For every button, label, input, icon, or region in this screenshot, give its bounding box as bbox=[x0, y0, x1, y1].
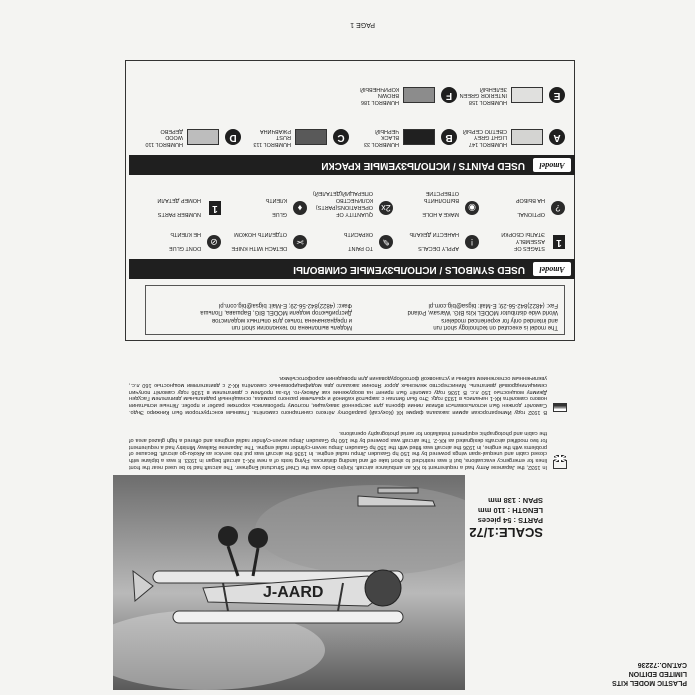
paint-swatch bbox=[511, 87, 543, 103]
symbol-label-ru: КЛЕИТЬ bbox=[265, 197, 287, 203]
symbol-item bbox=[397, 223, 479, 253]
paint-en: WOOD bbox=[165, 134, 183, 141]
paint-name: HUMBROL 147 bbox=[468, 141, 507, 147]
symbol-label-en: DONT GLUE bbox=[169, 245, 201, 251]
symbol-item bbox=[397, 189, 479, 219]
paint-en: RUST bbox=[276, 134, 291, 141]
paint-label bbox=[351, 128, 399, 148]
box-art-photo bbox=[113, 475, 465, 690]
paints-header bbox=[129, 155, 575, 175]
scale-label: SCALE:1/72 bbox=[469, 525, 543, 540]
paint-item bbox=[461, 111, 565, 149]
paint-letter-badge: D bbox=[225, 129, 241, 145]
symbol-icon: ◉ bbox=[465, 201, 479, 215]
symbol-item bbox=[139, 189, 221, 219]
brand-logo: Amodel bbox=[533, 262, 571, 276]
span-label: SPAN : 138 mm bbox=[488, 496, 543, 505]
paint-letter-badge: C bbox=[333, 129, 349, 145]
symbol-label-ru: ЭТАПЫ СБОРКИ bbox=[501, 231, 545, 237]
contact-ru-line-3: Дистрибьютор модели MODEL BIG, Варшава, Польша bbox=[200, 309, 352, 316]
symbol-label-en: STAGES OF ASSEMBLY bbox=[513, 238, 545, 251]
paint-ru: ЗЕЛЕНЫЙ bbox=[479, 86, 507, 92]
brand-logo-2: Amodel bbox=[533, 158, 571, 172]
symbol-item bbox=[311, 223, 393, 253]
paints-grid bbox=[135, 65, 565, 149]
symbol-label-en: NUMBER PARTS bbox=[157, 211, 201, 217]
paint-ru: КОРИЧНЕВЫЙ bbox=[360, 86, 399, 92]
kit-line-2: LIMITED EDITION bbox=[628, 670, 687, 677]
russian-flag-icon bbox=[553, 403, 567, 412]
paint-item bbox=[245, 111, 349, 149]
symbol-label-ru: НА ВЫБОР bbox=[515, 197, 545, 203]
kit-info bbox=[587, 660, 687, 687]
paint-letter-badge: A bbox=[549, 129, 565, 145]
paint-label bbox=[351, 86, 399, 106]
contact-ru-line-1: Модель выполнена по технологии short run bbox=[231, 324, 352, 330]
symbol-item bbox=[225, 189, 307, 219]
paint-item bbox=[353, 111, 457, 149]
symbol-item bbox=[483, 189, 565, 219]
paint-swatch bbox=[511, 129, 543, 145]
page-number: PAGE 1 bbox=[350, 21, 375, 28]
symbol-icon: ⊘ bbox=[207, 235, 221, 249]
symbol-item bbox=[225, 223, 307, 253]
symbol-icon: ? bbox=[551, 201, 565, 215]
paint-swatch bbox=[187, 129, 219, 145]
symbols-header bbox=[129, 259, 575, 279]
paint-name: HUMBROL 186 bbox=[360, 99, 399, 105]
contact-line-2: and intended only for experienced modelers bbox=[441, 316, 558, 323]
symbol-item bbox=[483, 223, 565, 253]
symbol-label-en: QUANTITY OF OPERATIONS(PARTS) bbox=[315, 204, 373, 217]
paint-en: BLACK bbox=[380, 134, 399, 141]
contact-ru-line-4: Факс: (4822)842-56-29; E-Mail: bigsa@big.com.pl bbox=[218, 301, 352, 308]
paint-name: HUMBROL 33 bbox=[364, 141, 399, 147]
paint-ru: ЧЕРНЫЙ bbox=[375, 128, 399, 134]
paint-letter-badge: B bbox=[441, 129, 457, 145]
spec-block bbox=[453, 495, 543, 540]
history-russian: В 1932 году Императорская армия заказала фирме КК (Кокусай) разработку лёгкого санитарного самолёта. Главным конструктором был Кинжиро Эндо. Самолёт должен был использоваться вблизи линии фронта для экстренной эвакуации, поэтому требовались короткие разбег и пробег. Лётные испытания нового самолёта КК-1 начались в 1933 году. Это был биплан с закрытой кабиной и крыльями разного размаха, оснащённый радиальным двигателем Гасуден Джимпу мощностью 150 л.с. В 1936 году самолёт был принят на вооружение как Айкоку-го. Из-за проблем с двигателем в 1936 году самолёт получил семицилиндровый двигатель. Министерство железных дорог Японии заказало два модифицированных самолёта КК-2 с двигателями мощностью 160 л.с., увеличенным остеклением кабины и установкой фотооборудования для проведения аэрофотосъёмки. bbox=[129, 375, 547, 415]
symbol-label-en: TO PAINT bbox=[348, 245, 373, 251]
symbols-grid bbox=[135, 183, 565, 253]
paint-label bbox=[459, 86, 507, 106]
paint-en: INTERIOR GREEN bbox=[459, 92, 507, 99]
symbol-icon: 2x bbox=[379, 201, 393, 215]
paint-letter-badge: F bbox=[441, 87, 457, 103]
length-label: LENGTH : 110 mm bbox=[477, 506, 543, 515]
paint-label bbox=[243, 128, 291, 148]
contact-line-4: Fax: (4822)842-56-29; E-Mail: bigsa@big.com.pl bbox=[428, 301, 558, 308]
paint-item bbox=[353, 69, 457, 107]
symbol-icon: 1 bbox=[209, 201, 221, 215]
symbol-label-ru: НЕ КЛЕИТЬ bbox=[170, 231, 201, 237]
paint-en: BROWN bbox=[377, 92, 399, 99]
symbol-label-ru: НОМЕР ДЕТАЛИ bbox=[157, 197, 201, 203]
symbol-label-en: OPTIONAL bbox=[517, 211, 545, 217]
symbol-label-en: MAKE A HOLE bbox=[422, 211, 459, 217]
paint-ru: ДЕРЕВО bbox=[160, 128, 183, 134]
contact-ru-line-2: и предназначена только для опытных моделистов bbox=[211, 316, 352, 323]
paint-label bbox=[459, 128, 507, 148]
kit-line-1: PLASTIC MODEL KITS bbox=[612, 679, 687, 686]
symbol-label-en: DETACH WITH KNIFE bbox=[231, 245, 287, 251]
kit-catalog-number: CAT.NO.:72236 bbox=[637, 661, 687, 668]
paint-swatch bbox=[295, 129, 327, 145]
symbol-label-ru: ОКРАСИТЬ bbox=[343, 231, 373, 237]
history-english: In 1932, the Japanese Army had a requirement to KK an ambulance aircraft. Kinjiro Endo was the Chief Structural Engineer. The aircraft had to be used near the front lines for emergency evacuations, but it was restricted to short take off and landing distances. Flying tests of a new KK-1 aircraft began in 1933. It was a biplane with closed cabin and unequal-span wings powered by the 150 hp Gasuden Jimpu radial engine. In 1936 the aircraft was put into service as Aikoku-go aircraft. Because of problems with the engine, in 1936 the aircraft was fitted with the 150 hp Gasuden Jimpu seven-cylinder radial engine. The Japanese Railway Ministry had a requirement for two modified aircrafts designated as KK-2. The aircraft was powered by the 160 hp Gasuden Jimpu seven-cylinder radial engines and offered a high glazed area of the cabin and photographic equipment installation for aerial photography operations. bbox=[129, 430, 547, 470]
symbol-label-ru: ОТДЕЛИТЬ НОЖОМ bbox=[234, 231, 287, 237]
registration-text: J-AARD bbox=[263, 584, 324, 601]
symbol-item bbox=[311, 189, 393, 219]
symbol-icon: ✎ bbox=[379, 235, 393, 249]
biplane-illustration bbox=[113, 475, 465, 690]
symbol-label-ru: НАНЕСТИ ДЕКАЛЬ bbox=[409, 231, 459, 237]
paint-swatch bbox=[403, 87, 435, 103]
symbol-icon: ✂ bbox=[293, 235, 307, 249]
symbol-icon: 1 bbox=[553, 235, 565, 249]
uk-flag-icon bbox=[553, 460, 567, 469]
symbol-item bbox=[139, 223, 221, 253]
paint-item bbox=[137, 111, 241, 149]
symbol-icon: ♦ bbox=[293, 201, 307, 215]
symbol-label-ru: КОЛИЧЕСТВО ОПЕРАЦИЙ(ДЕТАЛЕЙ) bbox=[312, 190, 373, 203]
paint-en: LIGHT GREY bbox=[473, 134, 507, 141]
paint-item bbox=[461, 69, 565, 107]
symbol-label-ru: ВЫПОЛНИТЬ ОТВЕРСТИЕ bbox=[423, 190, 459, 203]
contact-line-3: World wide distributor MODEL Kits BIG. Warsaw, Poland bbox=[407, 309, 558, 316]
paint-name: HUMBROL 110 bbox=[145, 141, 183, 147]
paint-ru: СВЕТЛО СЕРЫЙ bbox=[462, 128, 507, 134]
parts-count: PARTS : 54 pieces bbox=[477, 516, 543, 525]
paint-letter-badge: E bbox=[549, 87, 565, 103]
symbols-title: USED SYMBOLS / ИСПОЛЬЗУЕМЫЕ СИМВОЛЫ bbox=[293, 264, 525, 275]
contact-box bbox=[145, 285, 565, 335]
paint-swatch bbox=[403, 129, 435, 145]
paint-label bbox=[135, 128, 183, 148]
paints-title: USED PAINTS / ИСПОЛЬЗУЕМЫЕ КРАСКИ bbox=[321, 160, 525, 171]
symbol-label-en: APPLY DECALS bbox=[418, 245, 459, 251]
contact-line-1: The model is executed on technology short run bbox=[433, 324, 558, 330]
contact-english bbox=[358, 300, 558, 330]
symbol-icon: ! bbox=[465, 235, 479, 249]
contact-russian bbox=[152, 300, 352, 330]
paint-name: HUMBROL 113 bbox=[253, 141, 291, 147]
symbol-label-en: GLUE bbox=[272, 211, 287, 217]
paint-name: HUMBROL 158 bbox=[468, 99, 507, 105]
paint-ru: РЖАВЧИНА bbox=[259, 128, 291, 134]
